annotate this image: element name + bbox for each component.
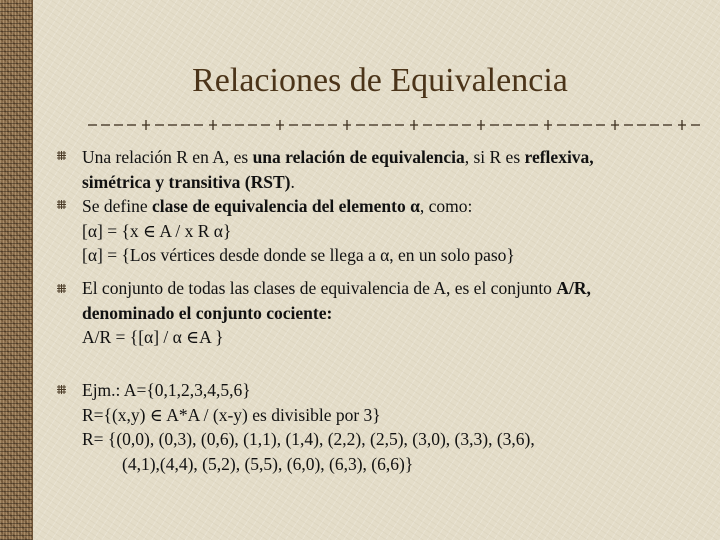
bullet-2-line-1: Se define clase de equivalencia del elemento α, como:	[82, 196, 473, 216]
bullet-1-line-2: simétrica y transitiva (RST).	[82, 171, 295, 192]
bullet-3-line-2: denominado el conjunto cociente:	[82, 302, 333, 323]
equivalence-class-definition: [α] = {x ∈ A / x R α}	[82, 220, 232, 241]
quotient-set-formula: A/R = {[α] / α ∈A }	[82, 327, 224, 347]
lattice-bullet-icon	[56, 384, 67, 395]
decorative-left-strip	[0, 0, 33, 540]
example-relation-pairs-1: R= {(0,0), (0,3), (0,6), (1,1), (1,4), (2,2), (2,5), (3,0), (3,3), (3,6),	[82, 429, 535, 449]
example-relation-pairs-2: (4,1),(4,4), (5,2), (5,5), (6,0), (6,3), (6,6)}	[122, 453, 414, 474]
equivalence-class-vertices: [α] = {Los vértices desde donde se llega a α, en un solo paso}	[82, 245, 515, 265]
bullet-3-text	[82, 276, 702, 350]
example-set-a: Ejm.: A={0,1,2,3,4,5,6}	[82, 380, 251, 400]
example-relation-r: R={(x,y) ∈ A*A / (x-y) es divisible por 3}	[82, 404, 381, 425]
lattice-bullet-icon	[56, 199, 67, 210]
bullet-2-text	[82, 194, 702, 268]
title-divider	[88, 118, 700, 132]
bullet-1-text	[82, 145, 702, 194]
bullet-3-line-1: El conjunto de todas las clases de equivalencia de A, es el conjunto A/R,	[82, 278, 591, 298]
bullet-4-text	[82, 378, 702, 476]
lattice-bullet-icon	[56, 283, 67, 294]
lattice-bullet-icon	[56, 150, 67, 161]
bullet-1-line-1: Una relación R en A, es una relación de equivalencia, si R es reflexiva,	[82, 147, 594, 167]
slide-title: Relaciones de Equivalencia	[192, 62, 568, 99]
